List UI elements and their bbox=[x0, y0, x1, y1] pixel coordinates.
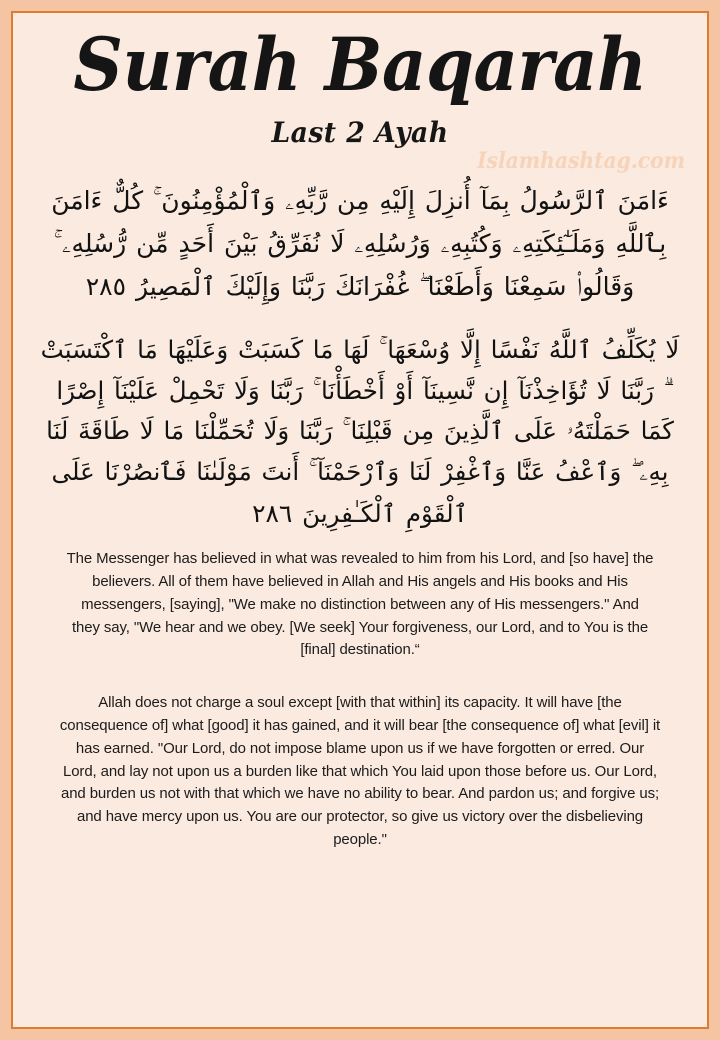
ayah-286-arabic bbox=[13, 330, 707, 534]
ayah-286-arabic-text: لَا يُكَلِّفُ ٱللَّهُ نَفْسًا إِلَّا وُسْعَهَا ۚ لَهَا مَا كَسَبَتْ وَعَلَيْهَا مَا ٱكْتَسَبَتْ ۗ رَبَّنَا لَا تُؤَاخِذْنَآ إِن نَّسِينَآ أَوْ أَخْطَأْنَا ۚ رَبَّنَا وَلَا تَحْمِلْ عَلَيْنَآ إِصْرًا كَمَا حَمَلْتَهُۥ عَلَى ٱلَّذِينَ مِن قَبْلِنَا ۚ رَبَّنَا وَلَا تُحَمِّلْنَا مَا لَا طَاقَةَ لَنَا بِهِۦ ۖ وَٱعْفُ عَنَّا وَٱغْفِرْ لَنَا وَٱرْحَمْنَآ ۚ أَنتَ مَوْلَىٰنَا فَٱنصُرْنَا عَلَى ٱلْقَوْمِ ٱلْكَـٰفِرِينَ bbox=[40, 335, 680, 528]
site-watermark: Islamhashtag.com bbox=[477, 148, 685, 174]
ayah-285-arabic bbox=[13, 179, 707, 308]
poster-inner-frame bbox=[11, 11, 709, 1029]
ayah-285-number: ٢٨٥ bbox=[85, 272, 127, 301]
ayah-285-arabic-text: ءَامَنَ ٱلرَّسُولُ بِمَآ أُنزِلَ إِلَيْهِ مِن رَّبِّهِۦ وَٱلْمُؤْمِنُونَ ۚ كُلٌّ ءَامَنَ بِٱللَّهِ وَمَلَـٰٓئِكَتِهِۦ وَكُتُبِهِۦ وَرُسُلِهِۦ لَا نُفَرِّقُ بَيْنَ أَحَدٍ مِّن رُّسُلِهِۦ ۚ وَقَالُوا۟ سَمِعْنَا وَأَطَعْنَا ۖ غُفْرَانَكَ رَبَّنَا وَإِلَيْكَ ٱلْمَصِيرُ bbox=[51, 186, 669, 301]
ayah-286-translation: Allah does not charge a soul except [with that within] its capacity. It will have [the consequence of] what [good] it has gained, and it will bear [the consequence of] what [evil] it has earned. "Our Lord, do not impose blame upon us if we have forgotten or erred. Our Lord, and lay not upon us a burden like that which You laid upon those before us. Our Lord, and burden us not with that which we have no ability to bear. And pardon us; and forgive us; and have mercy upon us. You are our protector, so give us victory over the disbelieving people." bbox=[59, 694, 661, 849]
ayah-286-number: ٢٨٦ bbox=[252, 498, 293, 528]
page-title: Surah Baqarah bbox=[73, 22, 647, 108]
ayah-285-translation: The Messenger has believed in what was revealed to him from his Lord, and [so have] the believers. All of them have believed in Allah and His angels and His books and His messengers, [saying], "We make no distinction between any of His messengers." And they say, "We hear and we obey. [We seek] Your forgiveness, our Lord, and to You is the [final] destination.“ bbox=[66, 550, 654, 659]
page-subtitle: Last 2 Ayah bbox=[271, 116, 449, 149]
